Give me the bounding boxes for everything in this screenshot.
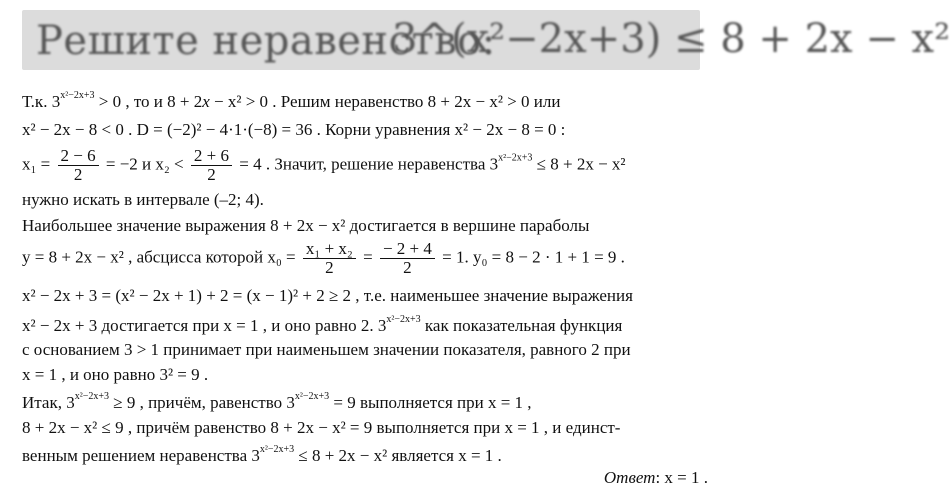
math: 3	[66, 393, 75, 412]
answer-value: : x = 1 .	[655, 468, 708, 487]
text: Итак,	[22, 393, 62, 412]
text: = 9 выполняется при x = 1 ,	[333, 393, 532, 412]
fraction: $\frac{- 2 + 4}{2}$	[380, 240, 435, 277]
task-banner	[22, 10, 950, 70]
line-10: x = 1 , и оно равно 3² = 9 .	[22, 365, 209, 384]
line-2: x² − 2x − 8 < 0 . D = (−2)² − 4·1·(−8) = 36 . Корни уравнения x² − 2x − 8 = 0 :	[22, 120, 566, 139]
math: 3	[377, 316, 387, 335]
line-5: Наибольшее значение выражения 8 + 2x − x² достигается в вершине параболы	[22, 216, 590, 235]
text: > 0 , то и 8 + 2	[98, 92, 203, 111]
math: ≤ 8 + 2x − x²	[536, 154, 626, 174]
text: x² − 2x + 3 достигается при x = 1 , и оно равно 2.	[22, 316, 374, 335]
math: 3	[489, 154, 499, 174]
line-13	[22, 446, 502, 466]
answer-line	[22, 468, 708, 488]
line-7: x² − 2x + 3 = (x² − 2x + 1) + 2 = (x − 1)² + 2 ≥ 2 , т.е. наименьшее значение выражения	[22, 286, 633, 305]
exponent: x²−2x+3	[386, 314, 421, 325]
text: = 1. y₀ = 8 − 2 · 1 + 1 = 9 .	[442, 247, 625, 267]
answer-label: Ответ	[603, 468, 656, 487]
line-1: Т.к. $3^{x^2-2x+3} > 0$ , то и 8 + 2x − x² > 0 . Решим неравенство 8 + 2x − x² > 0 или	[22, 90, 561, 111]
fraction: $\frac{2 - 6}{2}$	[58, 147, 99, 184]
text: y = 8 + 2x − x² , абсцисса которой x₀ =	[22, 247, 296, 267]
text: венным решением неравенства	[22, 446, 248, 465]
task-expression: 3^(x²−2x+3) ≤ 8 + 2x − x²	[392, 16, 950, 62]
fraction: $\frac{2 + 6}{2}$	[191, 147, 232, 184]
line-6	[22, 240, 625, 277]
text: = −2 и x₂ <	[105, 154, 184, 174]
text: ≤ 8 + 2x − x² является x = 1 .	[298, 446, 502, 465]
text: = 4 . Значит, решение неравенства	[239, 154, 486, 174]
line-3	[22, 147, 626, 184]
text: x₁ =	[22, 154, 51, 174]
math: 3	[51, 92, 61, 111]
exponent: x²−2x+3	[60, 90, 95, 101]
exponent: x²−2x+3	[74, 391, 109, 402]
exponent: x²−2x+3	[259, 444, 295, 455]
math: 3	[286, 393, 295, 412]
text: как показательная функция	[424, 316, 623, 335]
text: ≥ 9 , причём, равенство	[113, 393, 283, 412]
line-12: 8 + 2x − x² ≤ 9 , причём равенство 8 + 2x − x² = 9 выполняется при x = 1 , и единст-	[22, 418, 621, 437]
task-title: Решите неравенство:	[36, 18, 496, 64]
exponent: x²−2x+3	[498, 152, 533, 164]
line-4: нужно искать в интервале (–2; 4).	[22, 190, 264, 209]
math: 3	[251, 446, 260, 465]
line-9: с основанием 3 > 1 принимает при наименьшем значении показателя, равного 2 при	[22, 340, 631, 359]
line-11	[22, 393, 532, 413]
text: − x² > 0 . Решим неравенство 8 + 2x − x² > 0 или	[214, 92, 561, 111]
line-8	[22, 316, 622, 336]
fraction: $\frac{\text{x₁ + x₂}}{2}$	[303, 240, 356, 277]
math: =	[363, 247, 373, 267]
text: Т.к.	[22, 92, 48, 111]
exponent: x²−2x+3	[294, 391, 330, 402]
